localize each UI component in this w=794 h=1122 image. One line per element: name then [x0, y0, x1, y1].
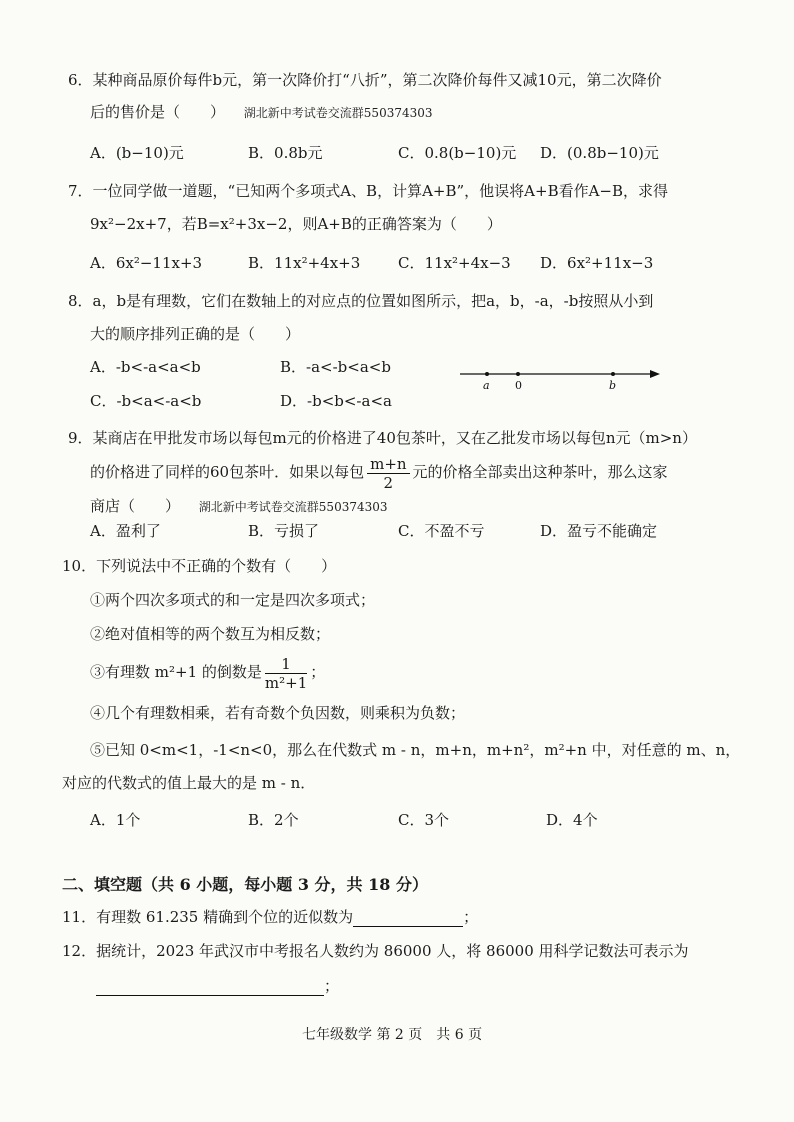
q10-s3-fraction: [265, 655, 307, 692]
q8-option-b: B．-a<-b<a<b: [280, 358, 391, 376]
q6-line2-text: 后的售价是（ ）: [90, 103, 226, 121]
q10-statement-5b: 对应的代数式的值上最大的是 m - n．: [62, 774, 316, 792]
q8-line2: 大的顺序排列正确的是（ ）: [90, 325, 301, 343]
q7-line2: 9x²−2x+7，若B=x²+3x−2，则A+B的正确答案为（ ）: [90, 215, 502, 233]
q12-line1: 12．据统计，2023 年武汉市中考报名人数约为 86000 人，将 86000 用科学记数法可表示为: [62, 942, 689, 960]
point-zero-dot: [516, 372, 520, 376]
q10-statement-5: ⑤已知 0<m<1，-1<n<0，那么在代数式 m - n，m+n，m+n²，m²+n 中，对任意的 m、n，: [90, 741, 741, 759]
q10-option-b: B．2个: [248, 811, 299, 829]
q10-statement-1: ①两个四次多项式的和一定是四次多项式；: [90, 591, 376, 609]
section2-title: 二、填空题（共 6 小题，每小题 3 分，共 18 分）: [62, 875, 428, 894]
q11-text: 11．有理数 61.235 精确到个位的近似数为: [62, 908, 354, 926]
q6-watermark: 湖北新中考试卷交流群550374303: [243, 106, 433, 120]
q9-line3: [90, 496, 388, 517]
q10-option-d: D．4个: [546, 811, 598, 829]
q12-answer-blank[interactable]: [96, 979, 324, 996]
q10-line1: 10．下列说法中不正确的个数有（ ）: [62, 557, 337, 575]
q9-fraction-num: m+n: [367, 455, 409, 474]
q9-fraction: [367, 455, 409, 492]
q11-line: [62, 907, 478, 927]
q7-option-c: C．11x²+4x−3: [398, 254, 511, 272]
point-b-label: b: [609, 379, 617, 392]
q6-line1: 6．某种商品原价每件b元，第一次降价打“八折”，第二次降价每件又减10元，第二次降价: [68, 71, 662, 89]
q11-post: ；: [463, 908, 479, 926]
point-zero-label: 0: [515, 379, 522, 392]
q12-post: ；: [324, 977, 340, 995]
q8-option-a: A．-b<-a<a<b: [90, 358, 201, 376]
q10-statement-4: ④几个有理数相乘，若有奇数个负因数，则乘积为负数；: [90, 704, 466, 722]
q7-option-b: B．11x²+4x+3: [248, 254, 361, 272]
point-a-dot: [485, 372, 489, 376]
q9-line2: [90, 452, 668, 492]
q6-line2: [90, 102, 433, 123]
q6-option-d: D．(0.8b−10)元: [540, 144, 659, 162]
q9-line1: 9．某商店在甲批发市场以每包m元的价格进了40包茶叶，又在乙批发市场以每包n元（m>n）: [68, 429, 697, 447]
q10-s3-fraction-num: 1: [265, 655, 307, 674]
q9-option-d: D．盈亏不能确定: [540, 522, 658, 540]
q10-option-a: A．1个: [90, 811, 141, 829]
q9-option-a: A．盈利了: [90, 522, 161, 540]
q7-option-a: A．6x²−11x+3: [90, 254, 203, 272]
point-a-label: a: [483, 379, 490, 392]
point-b-dot: [611, 372, 615, 376]
q7-line1: 7．一位同学做一道题，“已知两个多项式A、B，计算A+B”，他误将A+B看作A−B，求得: [68, 182, 669, 200]
q9-option-c: C．不盈不亏: [398, 522, 485, 540]
page-footer: 七年级数学 第 2 页 共 6 页: [302, 1027, 483, 1043]
q10-statement-2: ②绝对值相等的两个数互为相反数；: [90, 625, 331, 643]
q9-line2-pre: 的价格进了同样的60包茶叶．如果以每包: [90, 463, 365, 481]
q9-line3-text: 商店（ ）: [90, 497, 181, 515]
q10-s3-fraction-den: m²+1: [264, 673, 308, 692]
number-line-arrow: [650, 370, 660, 378]
q9-option-b: B．亏损了: [248, 522, 320, 540]
q9-fraction-den: 2: [383, 473, 394, 492]
q10-s3-post: ；: [310, 663, 326, 681]
q6-option-c: C．0.8(b−10)元: [398, 144, 517, 162]
q10-s3-pre: ③有理数 m²+1 的倒数是: [90, 663, 262, 681]
q8-option-d: D．-b<b<-a<a: [280, 392, 392, 410]
number-line-figure: [455, 362, 665, 394]
q12-line2: [96, 976, 339, 996]
q10-statement-3: [90, 652, 325, 692]
q11-answer-blank[interactable]: [353, 910, 463, 927]
q9-watermark: 湖北新中考试卷交流群550374303: [198, 500, 388, 514]
q6-option-b: B．0.8b元: [248, 144, 323, 162]
q7-option-d: D．6x²+11x−3: [540, 254, 654, 272]
q10-option-c: C．3个: [398, 811, 450, 829]
q8-line1: 8．a，b是有理数，它们在数轴上的对应点的位置如图所示，把a，b，-a，-b按照从小到: [68, 292, 654, 310]
q6-option-a: A．(b−10)元: [90, 144, 184, 162]
q9-line2-post: 元的价格全部卖出这种茶叶，那么这家: [412, 463, 668, 481]
q8-option-c: C．-b<a<-a<b: [90, 392, 202, 410]
